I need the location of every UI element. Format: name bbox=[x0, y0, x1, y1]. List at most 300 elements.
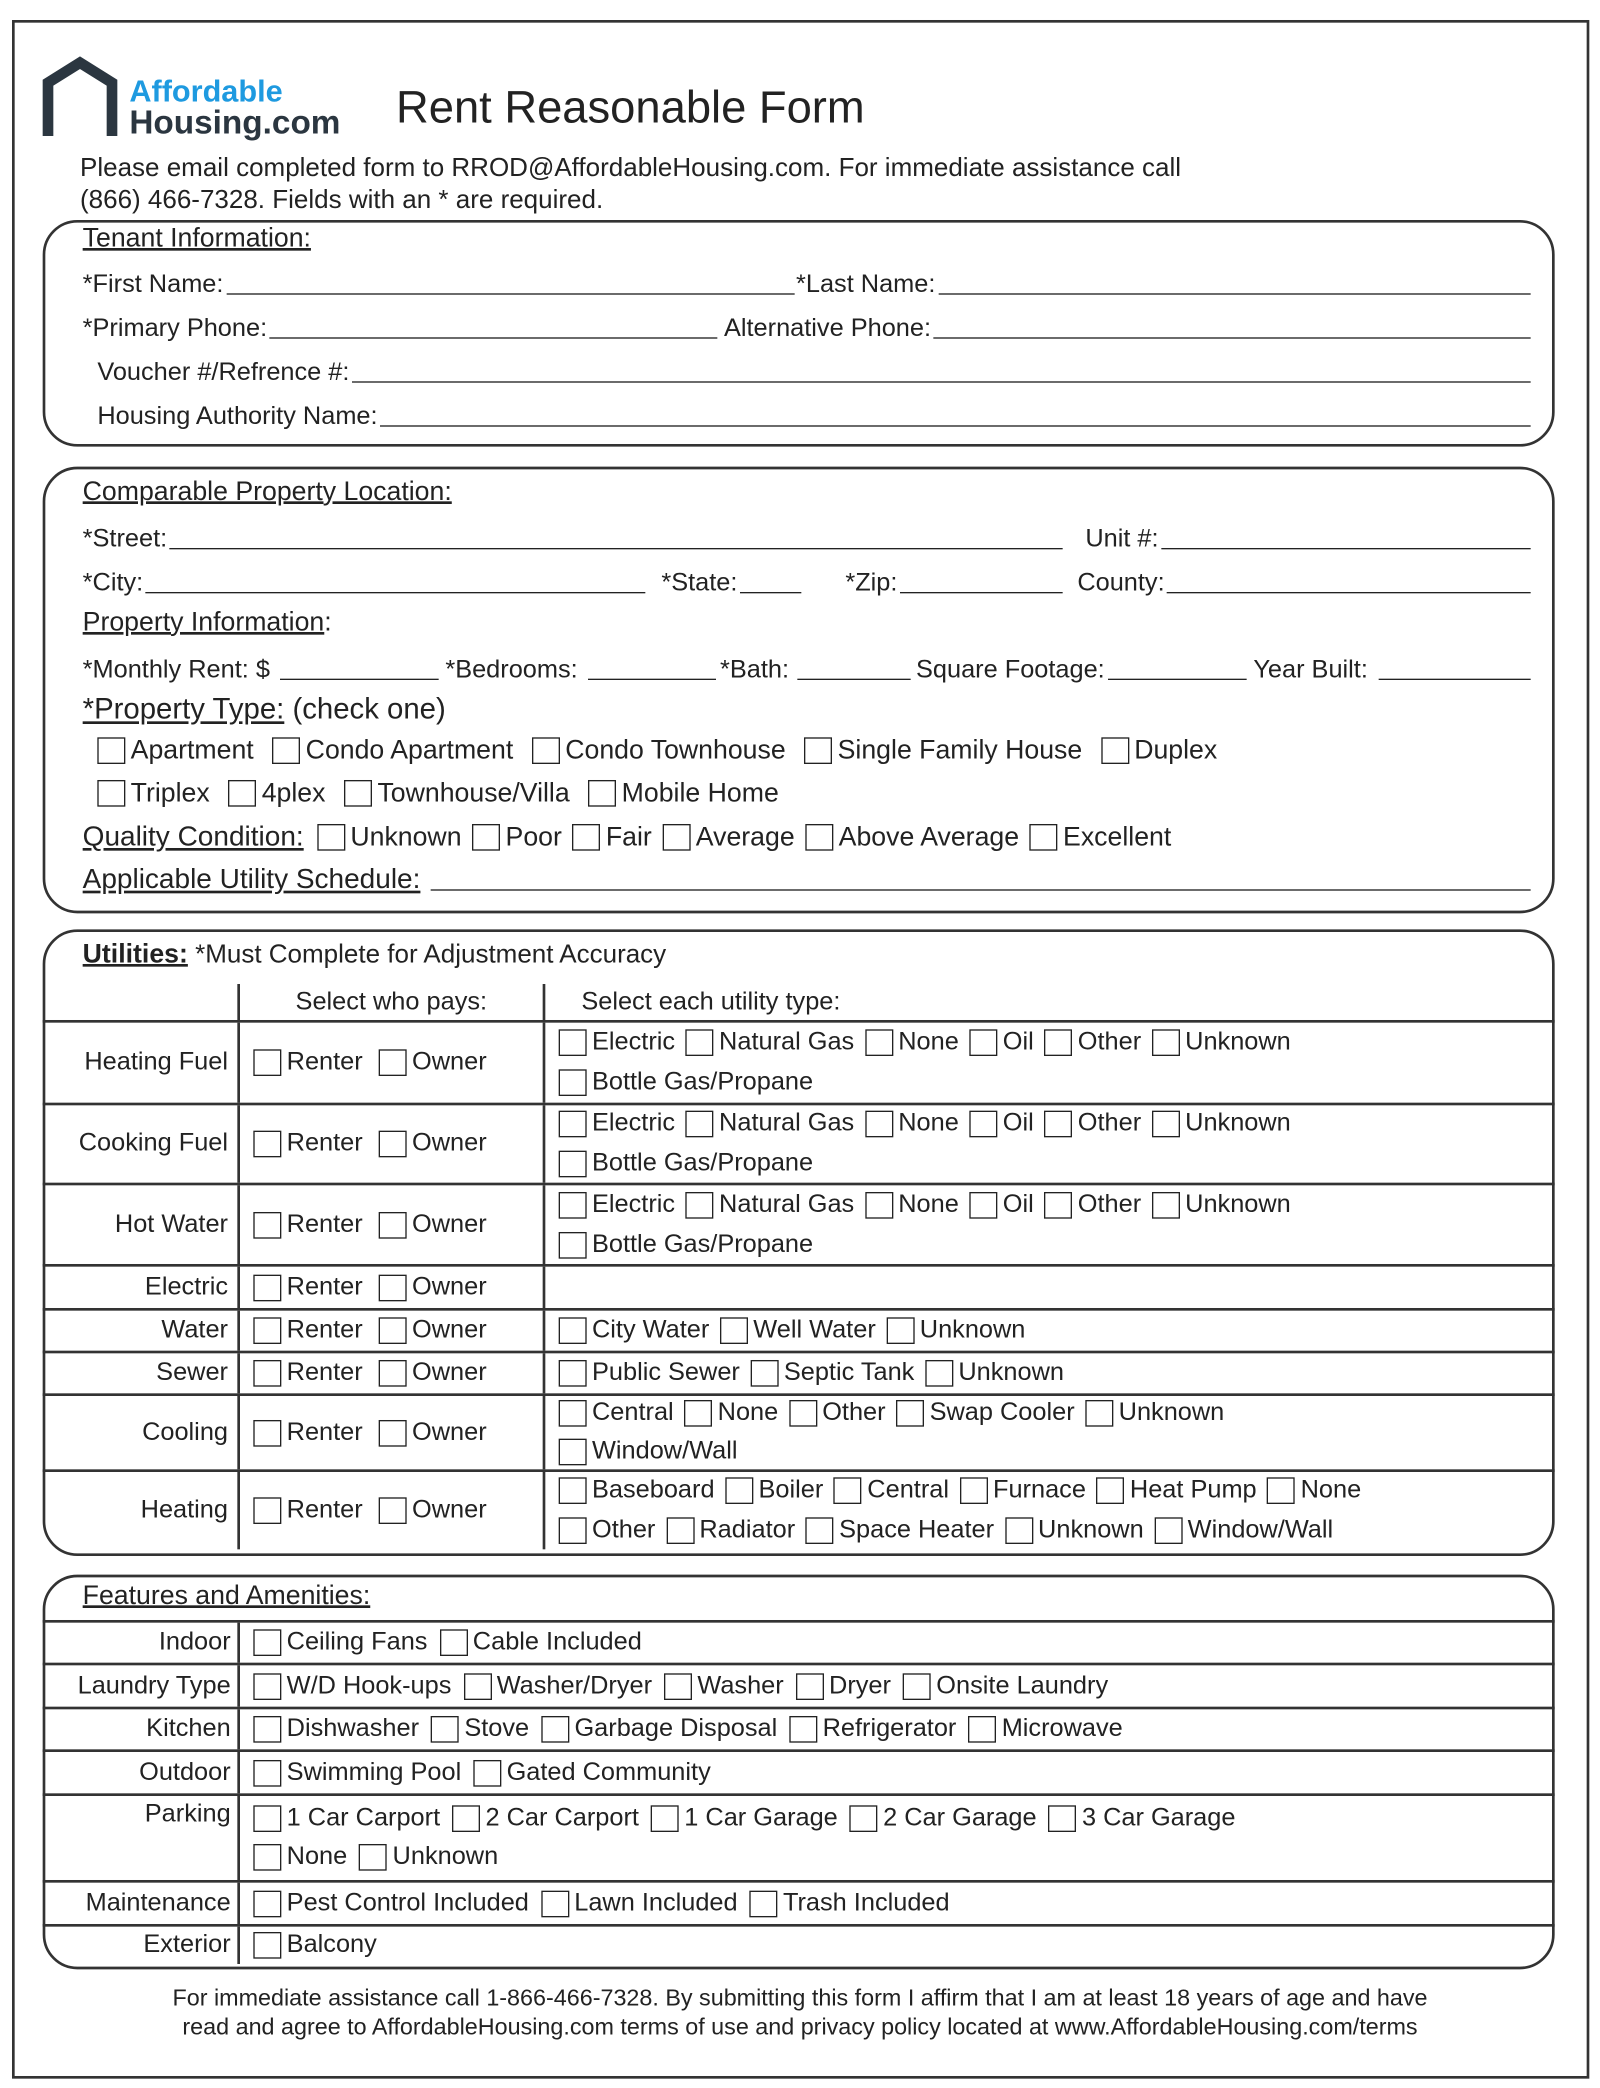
laundry-type-option-label: Onsite Laundry bbox=[936, 1671, 1109, 1700]
sewer-type-checkbox-septic-tank[interactable] bbox=[751, 1359, 915, 1388]
checkbox-box-icon[interactable] bbox=[1044, 1191, 1072, 1218]
cooling-type-option-label: Unknown bbox=[1118, 1398, 1225, 1427]
heating-type-checkbox-none[interactable] bbox=[1267, 1476, 1361, 1505]
checkbox-box-icon[interactable] bbox=[806, 1517, 834, 1544]
property-type-checkbox-condo-townhouse[interactable] bbox=[532, 735, 786, 766]
utility-type-cell bbox=[545, 1311, 1554, 1351]
alternative-phone-label: Alternative Phone: bbox=[723, 314, 932, 343]
checkbox-box-icon[interactable] bbox=[97, 737, 125, 764]
cooling-type-checkbox-none[interactable] bbox=[684, 1398, 778, 1427]
cooling-type-checkbox-window-wall[interactable] bbox=[559, 1438, 738, 1467]
checkbox-box-icon[interactable] bbox=[1154, 1517, 1182, 1544]
checkbox-box-icon[interactable] bbox=[559, 1069, 587, 1096]
checkbox-box-icon[interactable] bbox=[805, 824, 833, 851]
unit-input[interactable] bbox=[1161, 548, 1530, 549]
checkbox-box-icon[interactable] bbox=[379, 1317, 407, 1344]
checkbox-box-icon[interactable] bbox=[559, 1477, 587, 1504]
feature-label-cell bbox=[43, 1623, 240, 1663]
electric-payer-checkbox-renter[interactable] bbox=[253, 1273, 362, 1302]
hot-water-type-checkbox-oil[interactable] bbox=[969, 1190, 1033, 1219]
feature-label: Parking bbox=[144, 1799, 231, 1828]
housing-authority-field[interactable] bbox=[97, 400, 1530, 432]
cooking-fuel-type-checkbox-other[interactable] bbox=[1044, 1109, 1141, 1138]
checkbox-box-icon[interactable] bbox=[865, 1191, 893, 1218]
heating-payer-option-label: Renter bbox=[286, 1495, 363, 1524]
utility-type-line bbox=[559, 1396, 1555, 1430]
unit-field[interactable] bbox=[1085, 523, 1530, 555]
sewer-type-checkbox-public-sewer[interactable] bbox=[559, 1359, 740, 1388]
property-type-checkbox-condo-apartment[interactable] bbox=[272, 735, 513, 766]
cooking-fuel-type-checkbox-unknown[interactable] bbox=[1152, 1109, 1291, 1138]
laundry-type-checkbox-washer[interactable] bbox=[664, 1671, 784, 1700]
checkbox-box-icon[interactable] bbox=[684, 1400, 712, 1427]
cooking-fuel-type-checkbox-bottle-gas-propane[interactable] bbox=[559, 1149, 813, 1178]
kitchen-checkbox-dishwasher[interactable] bbox=[253, 1715, 419, 1744]
checkbox-box-icon[interactable] bbox=[559, 1029, 587, 1056]
heating-type-checkbox-furnace[interactable] bbox=[960, 1476, 1086, 1505]
street-field[interactable] bbox=[83, 523, 1063, 555]
water-payer-checkbox-renter[interactable] bbox=[253, 1316, 362, 1345]
checkbox-box-icon[interactable] bbox=[253, 1629, 281, 1656]
page-title: Rent Reasonable Form bbox=[395, 82, 865, 134]
checkbox-box-icon[interactable] bbox=[896, 1400, 924, 1427]
checkbox-box-icon[interactable] bbox=[865, 1029, 893, 1056]
checkbox-box-icon[interactable] bbox=[751, 1360, 779, 1387]
sewer-payer-checkbox-owner[interactable] bbox=[379, 1359, 487, 1388]
parking-checkbox-1-car-carport[interactable] bbox=[253, 1804, 440, 1833]
checkbox-box-icon[interactable] bbox=[359, 1844, 387, 1871]
checkbox-box-icon[interactable] bbox=[865, 1111, 893, 1138]
checkbox-box-icon[interactable] bbox=[686, 1191, 714, 1218]
checkbox-box-icon[interactable] bbox=[1152, 1191, 1180, 1218]
checkbox-box-icon[interactable] bbox=[253, 1049, 281, 1076]
parking-option-label: 2 Car Carport bbox=[485, 1803, 639, 1832]
cooling-type-checkbox-other[interactable] bbox=[789, 1398, 886, 1427]
checkbox-box-icon[interactable] bbox=[559, 1360, 587, 1387]
checkbox-box-icon[interactable] bbox=[969, 1191, 997, 1218]
checkbox-box-icon[interactable] bbox=[272, 737, 300, 764]
utility-type-line bbox=[559, 1227, 1555, 1262]
heating-fuel-type-option-label: Unknown bbox=[1185, 1027, 1291, 1056]
quality-checkbox-excellent[interactable] bbox=[1030, 822, 1172, 853]
parking-checkbox-3-car-garage[interactable] bbox=[1049, 1804, 1236, 1833]
hot-water-payer-option-label: Renter bbox=[286, 1209, 363, 1238]
maintenance-option-label: Pest Control Included bbox=[286, 1888, 529, 1917]
checkbox-box-icon[interactable] bbox=[431, 1716, 459, 1743]
utilities-heading bbox=[83, 940, 667, 971]
street-input[interactable] bbox=[170, 548, 1063, 549]
parking-checkbox-2-car-carport[interactable] bbox=[452, 1804, 639, 1833]
square-footage-field[interactable] bbox=[916, 653, 1247, 685]
maintenance-option-label: Lawn Included bbox=[574, 1888, 738, 1917]
property-type-option-label: Single Family House bbox=[837, 735, 1083, 765]
zip-input[interactable] bbox=[900, 592, 1063, 593]
first-name-input[interactable] bbox=[226, 293, 795, 294]
checkbox-box-icon[interactable] bbox=[379, 1497, 407, 1524]
checkbox-box-icon[interactable] bbox=[903, 1673, 931, 1700]
heating-type-option-label: Space Heater bbox=[839, 1515, 995, 1544]
maintenance-checkbox-pest-control-included[interactable] bbox=[253, 1889, 529, 1918]
parking-checkbox-unknown[interactable] bbox=[359, 1843, 498, 1872]
utility-schedule-field[interactable] bbox=[83, 864, 1531, 896]
cooling-type-checkbox-central[interactable] bbox=[559, 1398, 674, 1427]
property-type-checkbox-mobile-home[interactable] bbox=[588, 778, 778, 809]
checkbox-box-icon[interactable] bbox=[379, 1274, 407, 1301]
heating-fuel-type-checkbox-electric[interactable] bbox=[559, 1028, 675, 1057]
checkbox-box-icon[interactable] bbox=[253, 1844, 281, 1871]
feature-label-cell bbox=[43, 1665, 240, 1706]
checkbox-box-icon[interactable] bbox=[666, 1517, 694, 1544]
county-field[interactable] bbox=[1077, 567, 1530, 599]
hot-water-type-option-label: Oil bbox=[1002, 1189, 1034, 1218]
checkbox-box-icon[interactable] bbox=[228, 780, 256, 807]
checkbox-box-icon[interactable] bbox=[452, 1805, 480, 1832]
primary-phone-input[interactable] bbox=[270, 337, 718, 338]
quality-checkbox-above-average[interactable] bbox=[805, 822, 1019, 853]
checkbox-box-icon[interactable] bbox=[850, 1805, 878, 1832]
checkbox-box-icon[interactable] bbox=[834, 1477, 862, 1504]
quality-checkbox-poor[interactable] bbox=[472, 822, 562, 853]
cooking-fuel-type-checkbox-natural-gas[interactable] bbox=[686, 1109, 854, 1138]
bedrooms-field[interactable] bbox=[445, 653, 716, 685]
property-type-option-label: Condo Apartment bbox=[305, 735, 514, 765]
checkbox-box-icon[interactable] bbox=[379, 1360, 407, 1387]
voucher-field[interactable] bbox=[97, 356, 1530, 388]
property-type-option-label: Duplex bbox=[1134, 735, 1218, 765]
hot-water-type-checkbox-bottle-gas-propane[interactable] bbox=[559, 1230, 813, 1259]
parking-checkbox-none[interactable] bbox=[253, 1843, 347, 1872]
checkbox-box-icon[interactable] bbox=[664, 1673, 692, 1700]
checkbox-box-icon[interactable] bbox=[573, 824, 601, 851]
heating-type-checkbox-heat-pump[interactable] bbox=[1097, 1476, 1257, 1505]
checkbox-box-icon[interactable] bbox=[463, 1673, 491, 1700]
quality-option-label: Average bbox=[695, 821, 795, 852]
checkbox-box-icon[interactable] bbox=[1152, 1111, 1180, 1138]
checkbox-box-icon[interactable] bbox=[253, 1805, 281, 1832]
heating-type-checkbox-window-wall[interactable] bbox=[1154, 1516, 1333, 1545]
feature-label: Outdoor bbox=[139, 1757, 231, 1786]
parking-checkbox-2-car-garage[interactable] bbox=[850, 1804, 1037, 1833]
checkbox-box-icon[interactable] bbox=[97, 780, 125, 807]
checkbox-box-icon[interactable] bbox=[969, 1111, 997, 1138]
checkbox-box-icon[interactable] bbox=[1030, 824, 1058, 851]
state-field[interactable] bbox=[661, 567, 801, 599]
property-type-checkbox-duplex[interactable] bbox=[1101, 735, 1217, 766]
cooling-type-option-label: Window/Wall bbox=[591, 1437, 738, 1466]
feature-options-cell bbox=[240, 1927, 1555, 1964]
quality-checkbox-unknown[interactable] bbox=[317, 822, 462, 853]
utility-type-line bbox=[559, 1147, 1555, 1182]
heating-fuel-type-checkbox-bottle-gas-propane[interactable] bbox=[559, 1068, 813, 1097]
checkbox-box-icon[interactable] bbox=[686, 1111, 714, 1138]
checkbox-box-icon[interactable] bbox=[559, 1317, 587, 1344]
utility-label-cell bbox=[43, 1353, 240, 1393]
kitchen-checkbox-stove[interactable] bbox=[431, 1715, 529, 1744]
heating-payer-checkbox-renter[interactable] bbox=[253, 1496, 362, 1525]
indoor-checkbox-ceiling-fans[interactable] bbox=[253, 1628, 427, 1657]
city-field[interactable] bbox=[83, 567, 646, 599]
utility-schedule-input[interactable] bbox=[431, 889, 1531, 890]
property-info-colon: : bbox=[324, 607, 332, 638]
feature-label-cell bbox=[43, 1883, 240, 1924]
cooling-type-checkbox-swap-cooler[interactable] bbox=[896, 1398, 1074, 1427]
feature-options-line bbox=[253, 1710, 1554, 1749]
heating-fuel-type-checkbox-other[interactable] bbox=[1044, 1028, 1141, 1057]
year-built-field[interactable] bbox=[1253, 653, 1530, 685]
bedrooms-input[interactable] bbox=[588, 679, 716, 680]
water-type-checkbox-city-water[interactable] bbox=[559, 1316, 710, 1345]
checkbox-box-icon[interactable] bbox=[253, 1419, 281, 1446]
cooking-fuel-payer-checkbox-owner[interactable] bbox=[379, 1129, 487, 1158]
who-pays-cell bbox=[240, 1105, 545, 1182]
heating-payer-checkbox-owner[interactable] bbox=[379, 1496, 487, 1525]
checkbox-box-icon[interactable] bbox=[559, 1151, 587, 1178]
property-type-checkbox-townhouse-villa[interactable] bbox=[344, 778, 570, 809]
zip-field[interactable] bbox=[845, 567, 1062, 599]
kitchen-option-label: Stove bbox=[464, 1714, 530, 1743]
checkbox-box-icon[interactable] bbox=[344, 780, 372, 807]
heating-fuel-payer-checkbox-owner[interactable] bbox=[379, 1048, 487, 1077]
checkbox-box-icon[interactable] bbox=[379, 1131, 407, 1158]
quality-checkbox-average[interactable] bbox=[662, 822, 794, 853]
checkbox-box-icon[interactable] bbox=[789, 1716, 817, 1743]
checkbox-box-icon[interactable] bbox=[253, 1890, 281, 1917]
heating-fuel-type-checkbox-none[interactable] bbox=[865, 1028, 959, 1057]
outdoor-checkbox-swimming-pool[interactable] bbox=[253, 1758, 461, 1787]
checkbox-box-icon[interactable] bbox=[253, 1131, 281, 1158]
checkbox-box-icon[interactable] bbox=[559, 1111, 587, 1138]
electric-payer-option-label: Owner bbox=[412, 1272, 487, 1301]
checkbox-box-icon[interactable] bbox=[662, 824, 690, 851]
who-pays-cell bbox=[240, 1472, 545, 1549]
cooling-type-checkbox-unknown[interactable] bbox=[1085, 1398, 1224, 1427]
bath-input[interactable] bbox=[797, 679, 911, 680]
who-pays-cell bbox=[240, 1185, 545, 1264]
checkbox-box-icon[interactable] bbox=[541, 1716, 569, 1743]
electric-payer-checkbox-owner[interactable] bbox=[379, 1273, 487, 1302]
heating-type-option-label: Other bbox=[591, 1515, 656, 1544]
water-type-checkbox-unknown[interactable] bbox=[886, 1316, 1025, 1345]
checkbox-box-icon[interactable] bbox=[253, 1759, 281, 1786]
checkbox-box-icon[interactable] bbox=[804, 737, 832, 764]
checkbox-box-icon[interactable] bbox=[253, 1211, 281, 1238]
checkbox-box-icon[interactable] bbox=[559, 1439, 587, 1466]
checkbox-box-icon[interactable] bbox=[253, 1497, 281, 1524]
checkbox-box-icon[interactable] bbox=[1044, 1029, 1072, 1056]
utility-type-header: Select each utility type: bbox=[581, 987, 841, 1016]
hot-water-payer-checkbox-owner[interactable] bbox=[379, 1210, 487, 1239]
hot-water-type-checkbox-natural-gas[interactable] bbox=[686, 1190, 854, 1219]
state-input[interactable] bbox=[740, 592, 801, 593]
checkbox-box-icon[interactable] bbox=[559, 1400, 587, 1427]
who-pays-cell bbox=[240, 1023, 545, 1103]
checkbox-box-icon[interactable] bbox=[1085, 1400, 1113, 1427]
checkbox-box-icon[interactable] bbox=[253, 1274, 281, 1301]
checkbox-box-icon[interactable] bbox=[541, 1890, 569, 1917]
checkbox-box-icon[interactable] bbox=[925, 1360, 953, 1387]
checkbox-box-icon[interactable] bbox=[968, 1716, 996, 1743]
monthly-rent-input[interactable] bbox=[281, 679, 439, 680]
checkbox-box-icon[interactable] bbox=[1097, 1477, 1125, 1504]
checkbox-box-icon[interactable] bbox=[379, 1049, 407, 1076]
checkbox-box-icon[interactable] bbox=[253, 1932, 281, 1959]
heating-type-checkbox-other[interactable] bbox=[559, 1516, 656, 1545]
checkbox-box-icon[interactable] bbox=[379, 1419, 407, 1446]
property-type-checkbox-apartment[interactable] bbox=[97, 735, 253, 766]
cooling-payer-checkbox-renter[interactable] bbox=[253, 1418, 362, 1447]
checkbox-box-icon[interactable] bbox=[588, 780, 616, 807]
water-type-option-label: Well Water bbox=[753, 1315, 876, 1344]
checkbox-box-icon[interactable] bbox=[317, 824, 345, 851]
feature-label: Exterior bbox=[143, 1930, 231, 1959]
hot-water-type-checkbox-other[interactable] bbox=[1044, 1190, 1141, 1219]
sewer-payer-checkbox-renter[interactable] bbox=[253, 1359, 362, 1388]
checkbox-box-icon[interactable] bbox=[969, 1029, 997, 1056]
cooling-payer-checkbox-owner[interactable] bbox=[379, 1418, 487, 1447]
checkbox-box-icon[interactable] bbox=[472, 824, 500, 851]
housing-authority-input[interactable] bbox=[380, 425, 1530, 426]
kitchen-checkbox-refrigerator[interactable] bbox=[789, 1715, 956, 1744]
cooling-type-option-label: None bbox=[717, 1398, 779, 1427]
cooking-fuel-type-checkbox-none[interactable] bbox=[865, 1109, 959, 1138]
laundry-type-checkbox-onsite-laundry[interactable] bbox=[903, 1671, 1108, 1700]
laundry-type-checkbox-washer-dryer[interactable] bbox=[463, 1671, 652, 1700]
cooking-fuel-payer-checkbox-renter[interactable] bbox=[253, 1129, 362, 1158]
alternative-phone-field[interactable] bbox=[724, 312, 1531, 344]
checkbox-box-icon[interactable] bbox=[725, 1477, 753, 1504]
monthly-rent-field[interactable] bbox=[83, 653, 439, 685]
checkbox-box-icon[interactable] bbox=[651, 1805, 679, 1832]
property-type-checkbox-4plex[interactable] bbox=[228, 778, 325, 809]
laundry-type-checkbox-dryer[interactable] bbox=[796, 1671, 891, 1700]
checkbox-box-icon[interactable] bbox=[559, 1191, 587, 1218]
parking-checkbox-1-car-garage[interactable] bbox=[651, 1804, 838, 1833]
checkbox-box-icon[interactable] bbox=[1049, 1805, 1077, 1832]
maintenance-checkbox-lawn-included[interactable] bbox=[541, 1889, 738, 1918]
checkbox-box-icon[interactable] bbox=[379, 1211, 407, 1238]
water-type-checkbox-well-water[interactable] bbox=[720, 1316, 876, 1345]
heating-type-checkbox-space-heater[interactable] bbox=[806, 1516, 994, 1545]
cooking-fuel-type-checkbox-electric[interactable] bbox=[559, 1109, 675, 1138]
heating-type-checkbox-boiler[interactable] bbox=[725, 1476, 823, 1505]
heating-type-option-label: Boiler bbox=[758, 1475, 824, 1504]
utility-row-sewer bbox=[43, 1351, 1555, 1394]
utility-type-line bbox=[559, 1107, 1555, 1142]
checkbox-box-icon[interactable] bbox=[253, 1317, 281, 1344]
last-name-input[interactable] bbox=[938, 293, 1531, 294]
utility-label-cell bbox=[43, 1023, 240, 1103]
logo-text-housing: Housing.com bbox=[129, 103, 341, 142]
checkbox-box-icon[interactable] bbox=[720, 1317, 748, 1344]
checkbox-box-icon[interactable] bbox=[253, 1716, 281, 1743]
utilities-header-row bbox=[43, 984, 1555, 1020]
water-payer-checkbox-owner[interactable] bbox=[379, 1316, 487, 1345]
hot-water-type-option-label: Bottle Gas/Propane bbox=[591, 1229, 814, 1258]
checkbox-box-icon[interactable] bbox=[1267, 1477, 1295, 1504]
property-type-checkbox-triplex[interactable] bbox=[97, 778, 209, 809]
hot-water-type-checkbox-electric[interactable] bbox=[559, 1190, 675, 1219]
checkbox-box-icon[interactable] bbox=[559, 1231, 587, 1258]
alternative-phone-input[interactable] bbox=[934, 337, 1531, 338]
checkbox-box-icon[interactable] bbox=[439, 1629, 467, 1656]
quality-checkbox-fair[interactable] bbox=[573, 822, 652, 853]
year-built-input[interactable] bbox=[1379, 679, 1531, 680]
heating-fuel-payer-checkbox-renter[interactable] bbox=[253, 1048, 362, 1077]
checkbox-box-icon[interactable] bbox=[1152, 1029, 1180, 1056]
heating-fuel-payer-option-label: Owner bbox=[412, 1047, 487, 1076]
checkbox-box-icon[interactable] bbox=[1101, 737, 1129, 764]
checkbox-box-icon[interactable] bbox=[960, 1477, 988, 1504]
cooking-fuel-type-checkbox-oil[interactable] bbox=[969, 1109, 1033, 1138]
checkbox-box-icon[interactable] bbox=[253, 1360, 281, 1387]
utility-type-line bbox=[559, 1473, 1555, 1508]
city-input[interactable] bbox=[146, 592, 645, 593]
kitchen-checkbox-microwave[interactable] bbox=[968, 1715, 1122, 1744]
bath-field[interactable] bbox=[720, 653, 911, 685]
exterior-checkbox-balcony[interactable] bbox=[253, 1931, 376, 1960]
heating-fuel-type-checkbox-unknown[interactable] bbox=[1152, 1028, 1291, 1057]
hot-water-payer-checkbox-renter[interactable] bbox=[253, 1210, 362, 1239]
outdoor-checkbox-gated-community[interactable] bbox=[473, 1758, 710, 1787]
water-payer-option-label: Renter bbox=[286, 1315, 363, 1344]
checkbox-box-icon[interactable] bbox=[789, 1400, 817, 1427]
sewer-type-checkbox-unknown[interactable] bbox=[925, 1359, 1064, 1388]
county-input[interactable] bbox=[1167, 592, 1530, 593]
hot-water-type-checkbox-unknown[interactable] bbox=[1152, 1190, 1291, 1219]
utility-label-cell bbox=[43, 1396, 240, 1469]
feature-options-line bbox=[253, 1753, 1554, 1792]
indoor-checkbox-cable-included[interactable] bbox=[439, 1628, 641, 1657]
checkbox-box-icon[interactable] bbox=[473, 1759, 501, 1786]
heating-type-checkbox-central[interactable] bbox=[834, 1476, 949, 1505]
who-pays-options bbox=[253, 1415, 542, 1450]
heating-type-checkbox-radiator[interactable] bbox=[666, 1516, 795, 1545]
heating-type-checkbox-baseboard[interactable] bbox=[559, 1476, 715, 1505]
last-name-field[interactable] bbox=[796, 268, 1531, 300]
cooling-payer-option-label: Owner bbox=[412, 1417, 487, 1446]
heating-type-option-label: Radiator bbox=[699, 1515, 796, 1544]
voucher-input[interactable] bbox=[352, 381, 1531, 382]
who-pays-options bbox=[253, 1356, 542, 1391]
checkbox-box-icon[interactable] bbox=[1044, 1111, 1072, 1138]
square-footage-input[interactable] bbox=[1107, 679, 1246, 680]
checkbox-box-icon[interactable] bbox=[796, 1673, 824, 1700]
first-name-field[interactable] bbox=[83, 268, 795, 300]
checkbox-box-icon[interactable] bbox=[750, 1890, 778, 1917]
maintenance-checkbox-trash-included[interactable] bbox=[750, 1889, 950, 1918]
heating-fuel-type-checkbox-natural-gas[interactable] bbox=[686, 1028, 854, 1057]
laundry-type-checkbox-w-d-hook-ups[interactable] bbox=[253, 1671, 451, 1700]
heating-type-checkbox-unknown[interactable] bbox=[1005, 1516, 1144, 1545]
checkbox-box-icon[interactable] bbox=[686, 1029, 714, 1056]
utilities-note: *Must Complete for Adjustment Accuracy bbox=[187, 939, 667, 970]
checkbox-box-icon[interactable] bbox=[532, 737, 560, 764]
quality-option-label: Poor bbox=[505, 821, 562, 852]
heating-payer-option-label: Owner bbox=[412, 1495, 487, 1524]
feature-options-line bbox=[253, 1838, 1554, 1877]
property-type-checkbox-single-family-house[interactable] bbox=[804, 735, 1082, 766]
kitchen-checkbox-garbage-disposal[interactable] bbox=[541, 1715, 777, 1744]
checkbox-box-icon[interactable] bbox=[1005, 1517, 1033, 1544]
parking-option-label: 3 Car Garage bbox=[1081, 1803, 1236, 1832]
hot-water-type-checkbox-none[interactable] bbox=[865, 1190, 959, 1219]
primary-phone-field[interactable] bbox=[83, 312, 718, 344]
checkbox-box-icon[interactable] bbox=[886, 1317, 914, 1344]
checkbox-box-icon[interactable] bbox=[559, 1517, 587, 1544]
checkbox-box-icon[interactable] bbox=[253, 1673, 281, 1700]
who-pays-cell bbox=[240, 1396, 545, 1469]
heating-fuel-type-checkbox-oil[interactable] bbox=[969, 1028, 1033, 1057]
